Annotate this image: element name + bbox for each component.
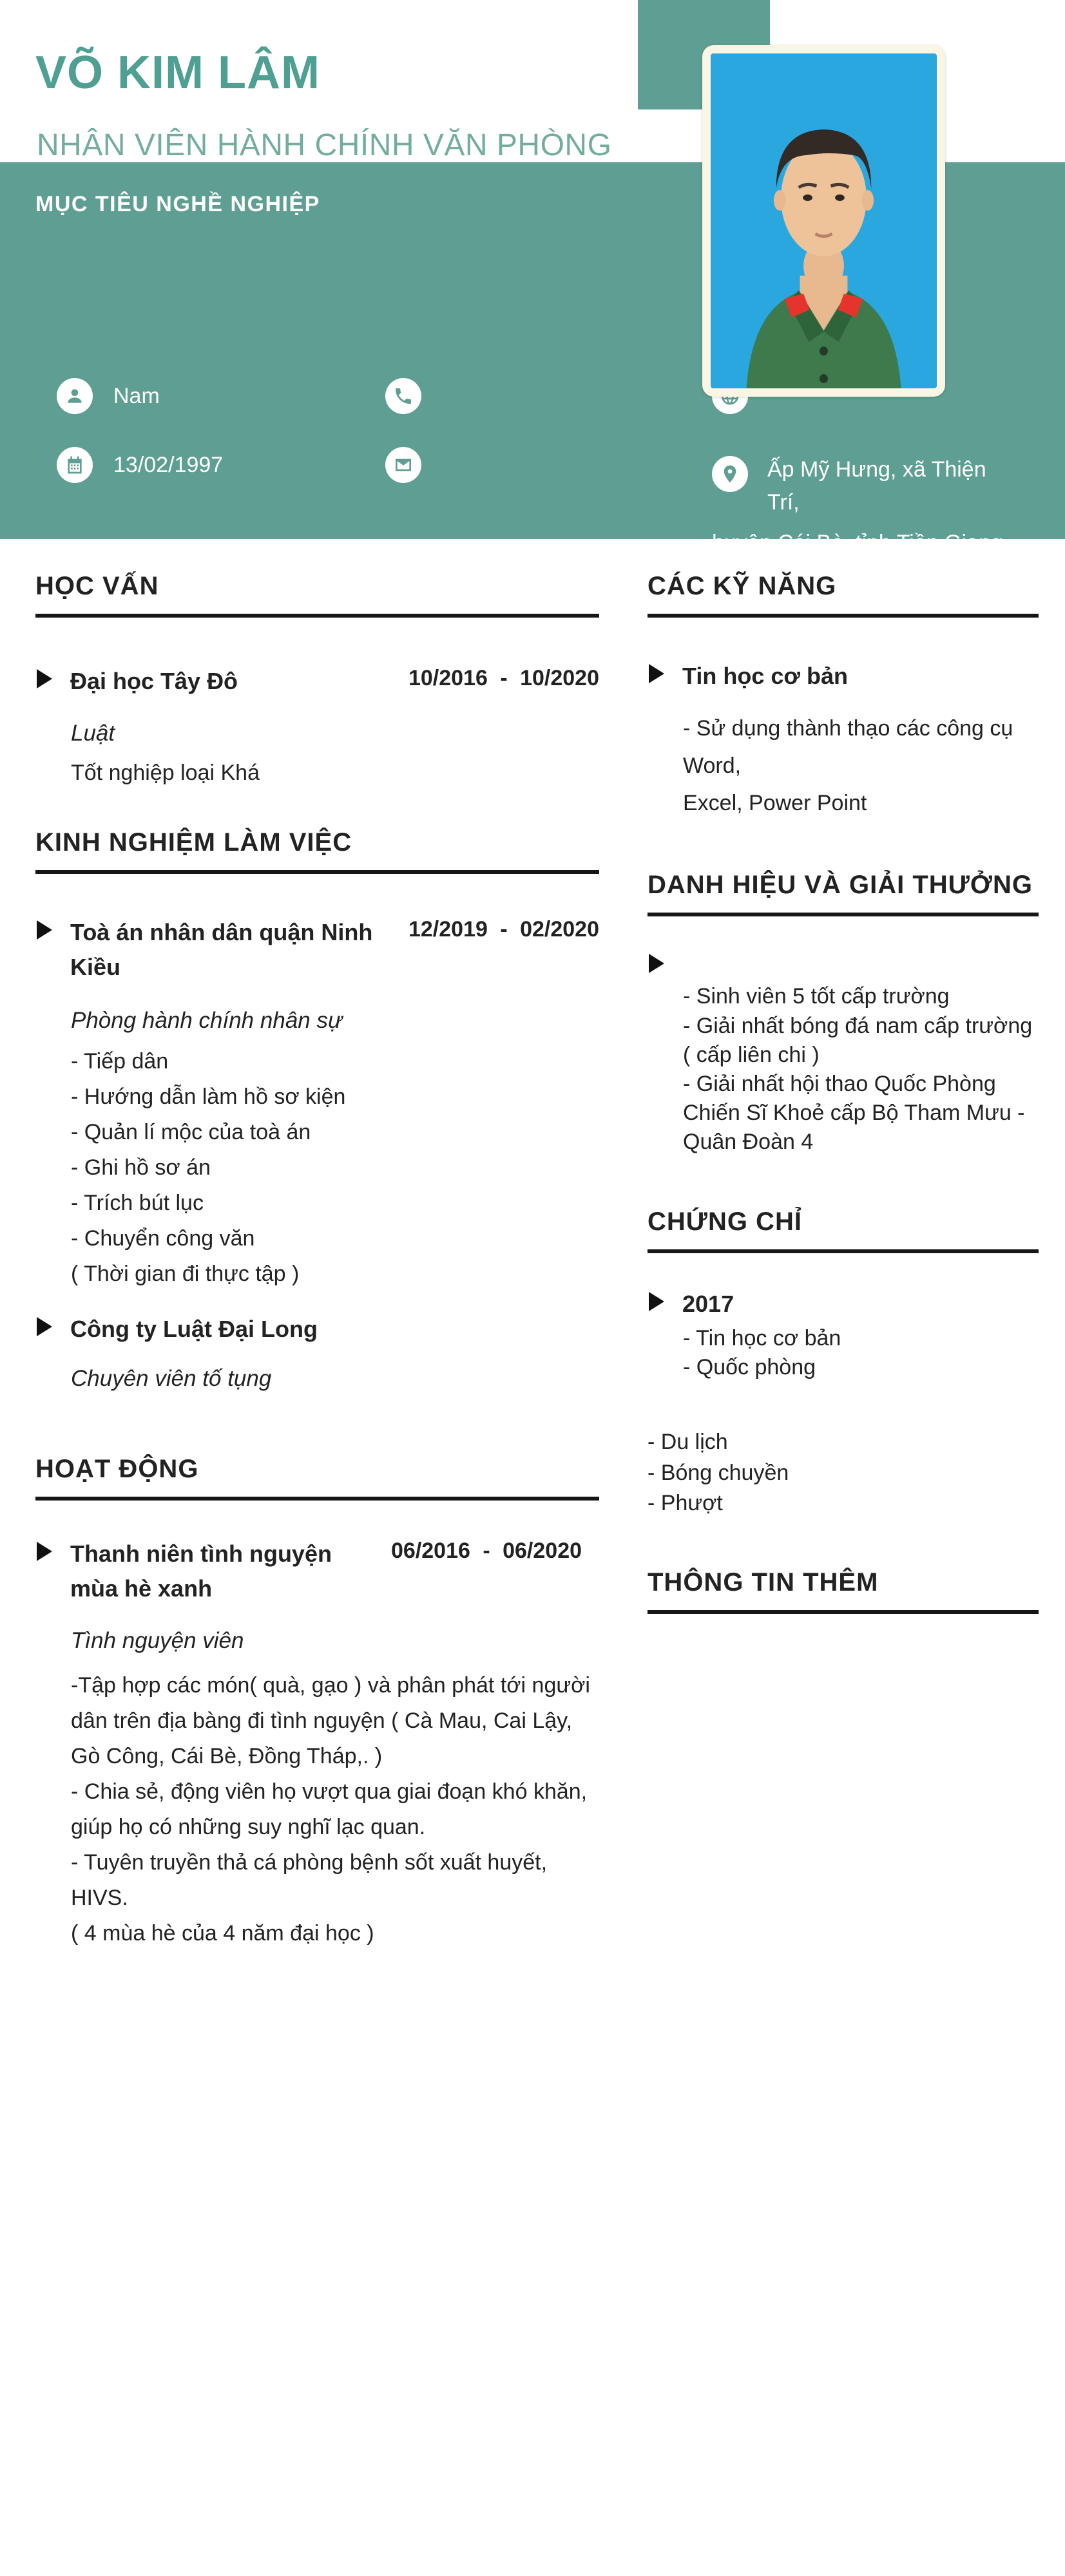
list-item: ( Thời gian đi thực tập ) bbox=[71, 1262, 300, 1287]
list-item: - Tin học cơ bản bbox=[683, 1325, 841, 1350]
triangle-bullet-icon bbox=[37, 1542, 52, 1561]
awards-entry bbox=[648, 949, 1039, 973]
section-heading-awards: DANH HIỆU VÀ GIẢI THƯỞNG bbox=[648, 871, 1039, 916]
info-email bbox=[385, 447, 442, 483]
list-item: - Giải nhất hội thao Quốc Phòng Chiến Sĩ Khoẻ cấp Bộ Tham Mưu - Quân Đoàn 4 bbox=[683, 1072, 1025, 1155]
list-item: Excel, Power Point bbox=[683, 790, 867, 815]
info-gender bbox=[57, 378, 160, 414]
activity-description bbox=[71, 1668, 599, 1952]
triangle-bullet-icon bbox=[37, 920, 52, 940]
list-item: -Tập hợp các món( quà, gạo ) và phân phát tới người dân trên địa bàng đi tình nguyện ( Cà Mau, Cai Lậy, Gò Công, Cái Bè, Đồng Tháp,. ) bbox=[71, 1672, 590, 1768]
experience-entry bbox=[35, 915, 599, 985]
activity-title: Thanh niên tình nguyện mùa hè xanh bbox=[70, 1540, 332, 1602]
list-item: - Quốc phòng bbox=[683, 1354, 816, 1379]
envelope-icon bbox=[385, 447, 421, 483]
experience-title: Toà án nhân dân quận Ninh Kiều bbox=[70, 919, 373, 980]
activity-entry bbox=[35, 1537, 599, 1606]
left-column bbox=[35, 572, 599, 1951]
experience-entry bbox=[35, 1312, 599, 1347]
section-heading-activities: HOẠT ĐỘNG bbox=[35, 1455, 599, 1501]
list-item: - Tuyên truyền thả cá phòng bệnh sốt xuất huyết, HIVS. bbox=[71, 1850, 548, 1911]
triangle-bullet-icon bbox=[37, 1317, 52, 1336]
section-heading-more-info: THÔNG TIN THÊM bbox=[648, 1568, 1039, 1614]
triangle-bullet-icon bbox=[649, 664, 664, 683]
list-item: - Phượt bbox=[648, 1491, 723, 1516]
person-icon bbox=[57, 378, 93, 414]
list-item: - Chia sẻ, động viên họ vượt qua giai đoạn khó khăn, giúp họ có những suy nghĩ lạc quan. bbox=[71, 1779, 588, 1839]
certificate-lines bbox=[648, 1324, 1039, 1382]
section-heading-experience: KINH NGHIỆM LÀM VIỆC bbox=[35, 828, 599, 874]
experience-role: Chuyên viên tố tụng bbox=[71, 1365, 272, 1391]
education-entry bbox=[35, 664, 599, 699]
address-line-1: Ấp Mỹ Hưng, xã Thiện Trí, bbox=[767, 457, 986, 515]
activity-role: Tình nguyện viên bbox=[71, 1627, 244, 1653]
skill-lines bbox=[648, 710, 1039, 822]
candidate-job-title: NHÂN VIÊN HÀNH CHÍNH VĂN PHÒNG bbox=[37, 128, 612, 162]
list-item: - Bóng chuyền bbox=[648, 1460, 789, 1485]
education-major: Luật bbox=[71, 721, 115, 746]
list-item: - Quản lí mộc của toà án bbox=[71, 1120, 311, 1145]
awards-lines bbox=[648, 982, 1039, 1157]
list-item: - Ghi hồ sơ án bbox=[71, 1155, 211, 1180]
hobby-lines bbox=[648, 1427, 1039, 1519]
list-item: - Tiếp dân bbox=[71, 1049, 169, 1074]
activity-date: 06/2016 - 06/2020 bbox=[391, 1538, 582, 1563]
list-item: - Du lịch bbox=[648, 1430, 728, 1455]
triangle-bullet-icon bbox=[649, 1292, 664, 1311]
gender-value: Nam bbox=[113, 383, 160, 408]
list-item: - Sinh viên 5 tốt cấp trường bbox=[683, 984, 950, 1009]
experience-duties bbox=[71, 1044, 599, 1293]
list-item: ( 4 mùa hè của 4 năm đại học ) bbox=[71, 1921, 374, 1946]
profile-photo bbox=[702, 45, 945, 397]
list-item: - Hướng dẫn làm hồ sơ kiện bbox=[71, 1084, 346, 1110]
certificate-entry bbox=[648, 1287, 1039, 1321]
skill-title: Tin học cơ bản bbox=[682, 663, 848, 689]
address-line-2: huyện Cái Bè, tỉnh Tiền Giang bbox=[712, 531, 1003, 555]
education-date: 10/2016 - 10/2020 bbox=[408, 666, 599, 690]
section-heading-education: HỌC VẤN bbox=[35, 572, 599, 618]
education-note: Tốt nghiệp loại Khá bbox=[71, 761, 260, 785]
right-column bbox=[648, 572, 1039, 1614]
info-dob bbox=[57, 447, 223, 483]
triangle-bullet-icon bbox=[37, 669, 52, 688]
list-item: - Sử dụng thành thạo các công cụ Word, bbox=[683, 716, 1013, 778]
portrait-illustration bbox=[711, 53, 937, 388]
location-pin-icon bbox=[712, 456, 748, 492]
phone-icon bbox=[385, 378, 421, 414]
objective-heading: MỤC TIÊU NGHỀ NGHIỆP bbox=[35, 192, 320, 216]
list-item: - Trích bút lục bbox=[71, 1191, 204, 1216]
calendar-icon bbox=[57, 447, 93, 483]
section-heading-certificates: CHỨNG CHỈ bbox=[648, 1208, 1039, 1253]
experience-date: 12/2019 - 02/2020 bbox=[408, 917, 599, 942]
experience-role: Phòng hành chính nhân sự bbox=[71, 1008, 343, 1033]
section-heading-skills: CÁC KỸ NĂNG bbox=[648, 572, 1039, 618]
info-address bbox=[712, 453, 1021, 560]
info-phone bbox=[385, 378, 442, 414]
skill-entry bbox=[648, 659, 1039, 694]
dob-value: 13/02/1997 bbox=[113, 452, 224, 477]
list-item: - Chuyển công văn bbox=[71, 1226, 255, 1251]
triangle-bullet-icon bbox=[649, 954, 664, 973]
candidate-name: VÕ KIM LÂM bbox=[35, 47, 320, 99]
experience-title: Công ty Luật Đại Long bbox=[70, 1315, 318, 1342]
education-school: Đại học Tây Đô bbox=[70, 668, 238, 694]
certificate-year: 2017 bbox=[682, 1290, 734, 1317]
list-item: - Giải nhất bóng đá nam cấp trường ( cấp liên chi ) bbox=[683, 1013, 1033, 1067]
